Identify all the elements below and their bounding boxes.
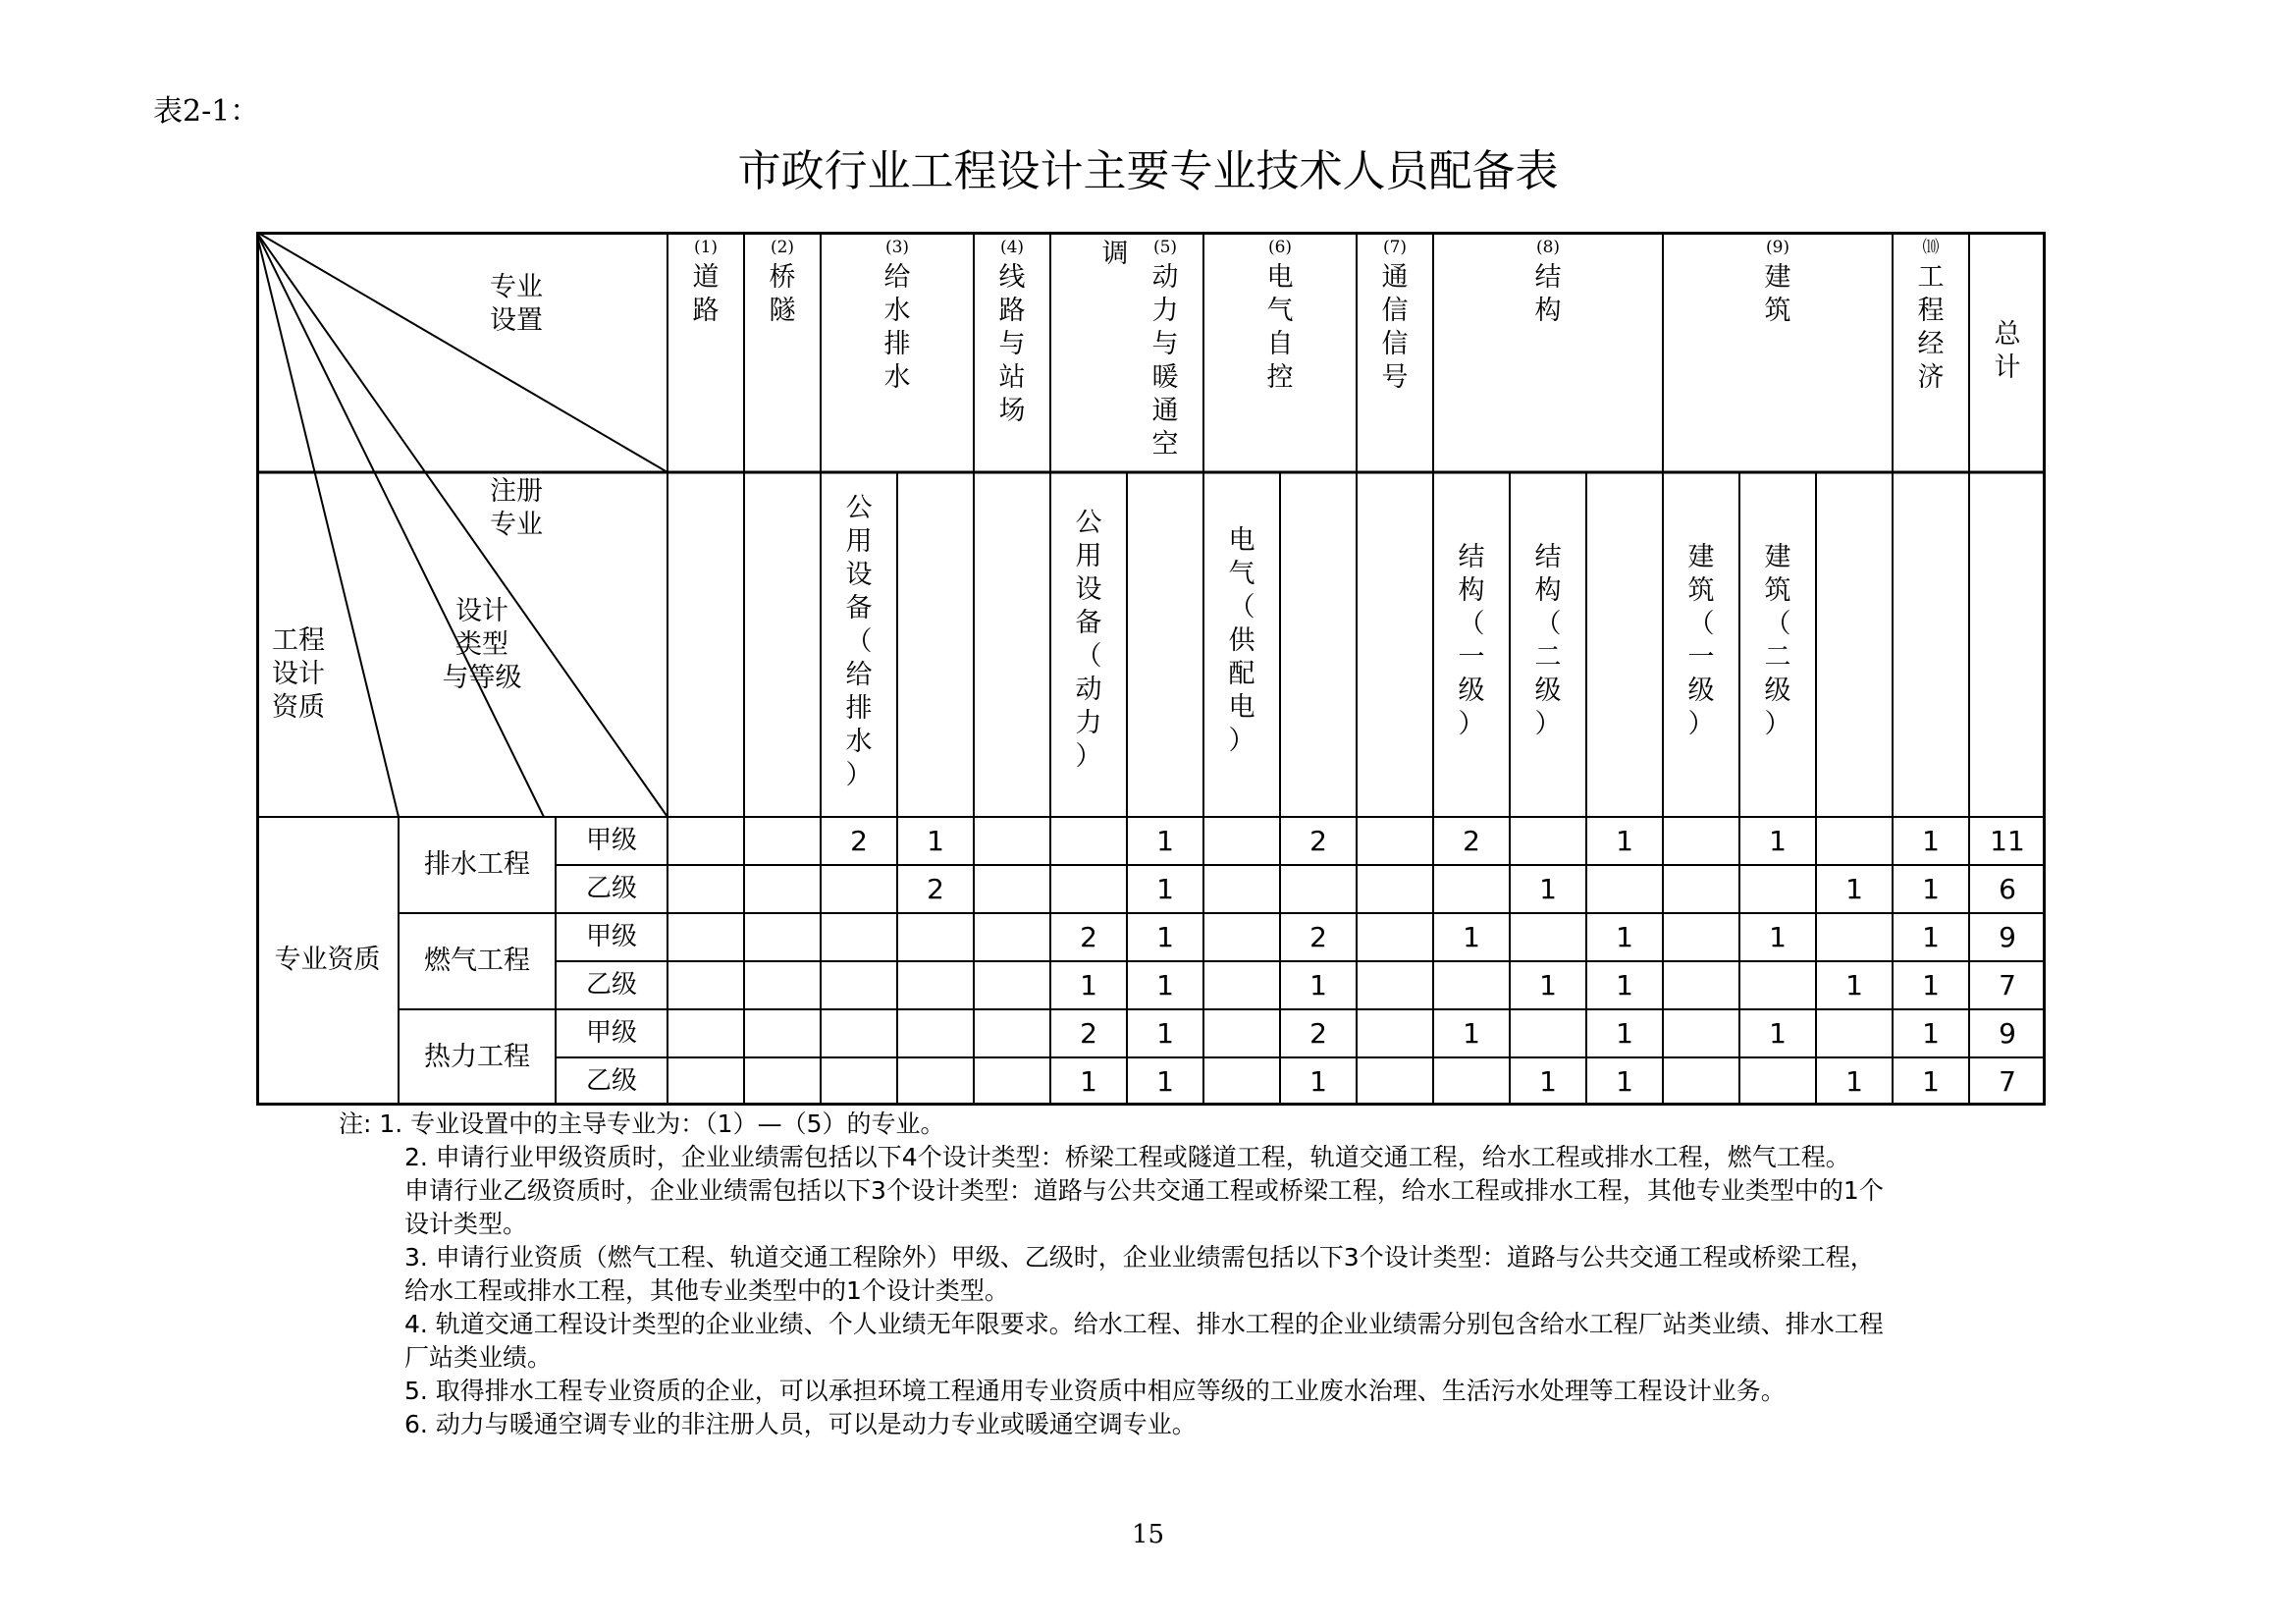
table-cell: 1	[1309, 969, 1327, 1001]
specialty-electrical: 电 气 自 控	[1266, 262, 1294, 393]
specialty-number: (2)	[770, 238, 795, 257]
table-cell	[1663, 913, 1739, 961]
table-cell: 1	[1845, 1065, 1863, 1098]
table-cell: 1	[1769, 921, 1787, 953]
table-cell	[821, 1009, 897, 1057]
table-cell	[974, 1057, 1050, 1106]
table-cell	[1203, 817, 1280, 865]
table-cell: 1	[1616, 825, 1633, 857]
table-cell: 1	[1463, 1017, 1480, 1050]
grade-label: 乙级	[585, 1066, 637, 1096]
table-cell: 1	[1616, 1065, 1633, 1098]
table-cell	[897, 1009, 974, 1057]
qualification-label: 工程 设计 资质	[272, 625, 325, 723]
table-cell	[1510, 817, 1586, 865]
specialty-bridge-tunnel: 桥 隧	[769, 262, 796, 326]
table-cell	[974, 961, 1050, 1009]
table-cell: 1	[1539, 873, 1557, 905]
table-cell: 1	[1156, 1017, 1174, 1050]
table-cell	[1050, 817, 1127, 865]
table-cell	[744, 961, 821, 1009]
specialty-number: (6)	[1267, 238, 1293, 257]
grade-label: 甲级	[585, 922, 637, 951]
table-cell	[1203, 1057, 1280, 1106]
staffing-table	[256, 232, 2046, 1106]
table-cell: 2	[1309, 1017, 1327, 1050]
note-line: 5. 取得排水工程专业资质的企业，可以承担环境工程通用专业资质中相应等级的工业废水治理、生活污水处理等工程设计业务。	[404, 1377, 1786, 1405]
registered-architecture-1: 建 筑 （ 一 级 ）	[1687, 542, 1715, 739]
table-cell: 11	[1990, 825, 2025, 857]
specialty-number: (7)	[1382, 238, 1408, 257]
table-cell	[1433, 1057, 1510, 1106]
table-cell	[1203, 1009, 1280, 1057]
specialty-hvac-prefix: 调	[1101, 239, 1129, 269]
specialty-hvac: 动 力 与 暖 通 空	[1151, 262, 1179, 460]
table-cell: 1	[1845, 873, 1863, 905]
specialty-road: 道 路	[692, 262, 720, 326]
specialty-number: (5)	[1152, 238, 1178, 257]
note-line: 给水工程或排水工程，其他专业类型中的1个设计类型。	[404, 1276, 1009, 1305]
note-line: 4. 轨道交通工程设计类型的企业业绩、个人业绩无年限要求。给水工程、排水工程的企业业绩需分别包含给水工程厂站类业绩、排水工程	[404, 1310, 1884, 1338]
page-number: 15	[1131, 1520, 1165, 1549]
registered-power-equipment: 公 用 设 备 （ 动 力 ）	[1075, 508, 1102, 772]
table-cell	[821, 913, 897, 961]
table-cell	[974, 1009, 1050, 1057]
table-cell	[1357, 913, 1433, 961]
registered-electrical: 电 气 （ 供 配 电 ）	[1228, 525, 1255, 756]
table-cell	[1586, 865, 1663, 913]
specialty-line-station: 线 路 与 站 场	[998, 262, 1026, 426]
table-cell	[1357, 865, 1433, 913]
table-cell	[1739, 961, 1816, 1009]
table-cell: 1	[1616, 969, 1633, 1001]
table-cell	[667, 961, 744, 1009]
registered-water-equipment: 公 用 设 备 （ 给 排 水 ）	[845, 493, 873, 790]
table-cell: 1	[1156, 873, 1174, 905]
table-cell	[1663, 817, 1739, 865]
table-cell	[667, 913, 744, 961]
table-cell: 7	[1999, 969, 2016, 1001]
table-cell	[1203, 961, 1280, 1009]
table-cell: 6	[1999, 873, 2016, 905]
table-cell: 1	[1539, 969, 1557, 1001]
specialty-number: ⑽	[1922, 238, 1940, 257]
table-cell	[821, 1057, 897, 1106]
grade-label: 甲级	[585, 1018, 637, 1048]
table-cell: 9	[1999, 1017, 2016, 1050]
notes	[339, 1108, 1884, 1441]
table-cell	[1663, 1057, 1739, 1106]
specialty-total: 总 计	[1994, 319, 2021, 383]
note-line: 注: 1. 专业设置中的主导专业为：（1）—（5）的专业。	[339, 1110, 945, 1138]
table-cell	[897, 961, 974, 1009]
table-cell: 1	[1080, 969, 1097, 1001]
table-cell	[1357, 1009, 1433, 1057]
note-line: 2. 申请行业甲级资质时，企业业绩需包括以下4个设计类型：桥梁工程或隧道工程，轨道交通工程，给水工程或排水工程，燃气工程。	[404, 1143, 1850, 1171]
table-cell	[1739, 865, 1816, 913]
table-cell	[1816, 913, 1893, 961]
registered-structure-1: 结 构 （ 一 级 ）	[1458, 542, 1485, 739]
table-cell	[1357, 817, 1433, 865]
table-cell	[1203, 865, 1280, 913]
note-line: 3. 申请行业资质（燃气工程、轨道交通工程除外）甲级、乙级时，企业业绩需包括以下3个设计类型：道路与公共交通工程或桥梁工程，	[404, 1243, 1875, 1272]
grade-label: 乙级	[585, 970, 637, 1000]
table-cell	[974, 913, 1050, 961]
table-cell: 1	[1309, 1065, 1327, 1098]
category-label: 专业资质	[274, 945, 381, 975]
grade-label: 甲级	[585, 826, 637, 855]
table-cell	[1357, 961, 1433, 1009]
specialty-number: (1)	[693, 238, 719, 257]
registered-architecture-2: 建 筑 （ 二 级 ）	[1764, 542, 1791, 739]
table-cell: 1	[1156, 1065, 1174, 1098]
table-cell	[1280, 865, 1357, 913]
table-cell: 1	[1156, 825, 1174, 857]
table-cell: 2	[850, 825, 868, 857]
table-cell: 1	[1539, 1065, 1557, 1098]
table-cell	[744, 865, 821, 913]
table-cell: 2	[1080, 921, 1097, 953]
table-cell: 1	[1922, 1017, 1940, 1050]
specialty-water: 给 水 排 水	[883, 262, 911, 393]
table-cell: 2	[1309, 921, 1327, 953]
table-cell: 1	[1156, 969, 1174, 1001]
table-cell: 9	[1999, 921, 2016, 953]
table-cell: 1	[1156, 921, 1174, 953]
group-heat: 热力工程	[424, 1042, 530, 1072]
table-cell	[897, 1057, 974, 1106]
table-cell	[1357, 1057, 1433, 1106]
table-cell	[667, 1009, 744, 1057]
table-cell	[1510, 1009, 1586, 1057]
table-cell: 1	[1463, 921, 1480, 953]
group-gas: 燃气工程	[424, 946, 530, 976]
table-cell	[1510, 913, 1586, 961]
table-cell: 2	[927, 873, 944, 905]
specialty-number: (4)	[999, 238, 1025, 257]
group-drainage: 排水工程	[424, 849, 530, 880]
table-cell: 2	[1080, 1017, 1097, 1050]
table-cell	[1050, 865, 1127, 913]
table-cell	[897, 913, 974, 961]
registered-specialty-label: 注册 专业	[490, 476, 543, 540]
table-cell	[1203, 913, 1280, 961]
table-cell: 7	[1999, 1065, 2016, 1098]
table-cell	[667, 865, 744, 913]
table-cell	[821, 865, 897, 913]
table-cell	[1816, 1009, 1893, 1057]
table-cell: 1	[1922, 969, 1940, 1001]
registered-structure-2: 结 构 （ 二 级 ）	[1534, 542, 1562, 739]
table-cell	[1739, 1057, 1816, 1106]
note-line: 设计类型。	[404, 1210, 528, 1238]
table-label: 表2-1：	[153, 94, 260, 129]
table-cell	[1816, 817, 1893, 865]
specialty-economics: 工 程 经 济	[1917, 262, 1945, 393]
specialty-number: (3)	[884, 238, 910, 257]
table-cell	[744, 913, 821, 961]
table-cell	[744, 1009, 821, 1057]
design-type-grade-label: 设计 类型 与等级	[442, 596, 522, 693]
table-cell: 1	[1922, 1065, 1940, 1098]
table-cell: 1	[1769, 825, 1787, 857]
table-cell	[744, 817, 821, 865]
table-cell	[1663, 961, 1739, 1009]
table-cell: 2	[1309, 825, 1327, 857]
table-cell	[1663, 1009, 1739, 1057]
table-cell: 1	[1922, 921, 1940, 953]
table-cell	[667, 817, 744, 865]
grade-label: 乙级	[585, 874, 637, 903]
table-cell: 1	[1922, 825, 1940, 857]
table-cell	[974, 817, 1050, 865]
table-cell: 1	[1080, 1065, 1097, 1098]
note-line: 6. 动力与暖通空调专业的非注册人员，可以是动力专业或暖通空调专业。	[404, 1410, 1197, 1438]
table-cell	[744, 1057, 821, 1106]
table-cell: 1	[1845, 969, 1863, 1001]
specialty-architecture: 建 筑	[1764, 262, 1791, 326]
specialty-signal: 通 信 信 号	[1381, 262, 1409, 393]
table-cell: 1	[1616, 921, 1633, 953]
table-cell	[821, 961, 897, 1009]
note-line: 申请行业乙级资质时，企业业绩需包括以下3个设计类型：道路与公共交通工程或桥梁工程，给水工程或排水工程，其他专业类型中的1个	[404, 1176, 1884, 1205]
table-cell	[1433, 961, 1510, 1009]
table-cell	[974, 865, 1050, 913]
specialty-setting-label: 专业 设置	[490, 272, 543, 336]
page-title: 市政行业工程设计主要专业技术人员配备表	[737, 146, 1559, 196]
table-cell: 1	[1616, 1017, 1633, 1050]
table-cell	[1663, 865, 1739, 913]
specialty-number: (9)	[1765, 238, 1790, 257]
table-cell: 2	[1463, 825, 1480, 857]
table-cell: 1	[927, 825, 944, 857]
table-cell	[1433, 865, 1510, 913]
table-cell: 1	[1922, 873, 1940, 905]
table-cell: 1	[1769, 1017, 1787, 1050]
specialty-structure: 结 构	[1534, 262, 1562, 326]
note-line: 厂站类业绩。	[404, 1343, 553, 1372]
specialty-number: (8)	[1535, 238, 1561, 257]
table-cell	[667, 1057, 744, 1106]
